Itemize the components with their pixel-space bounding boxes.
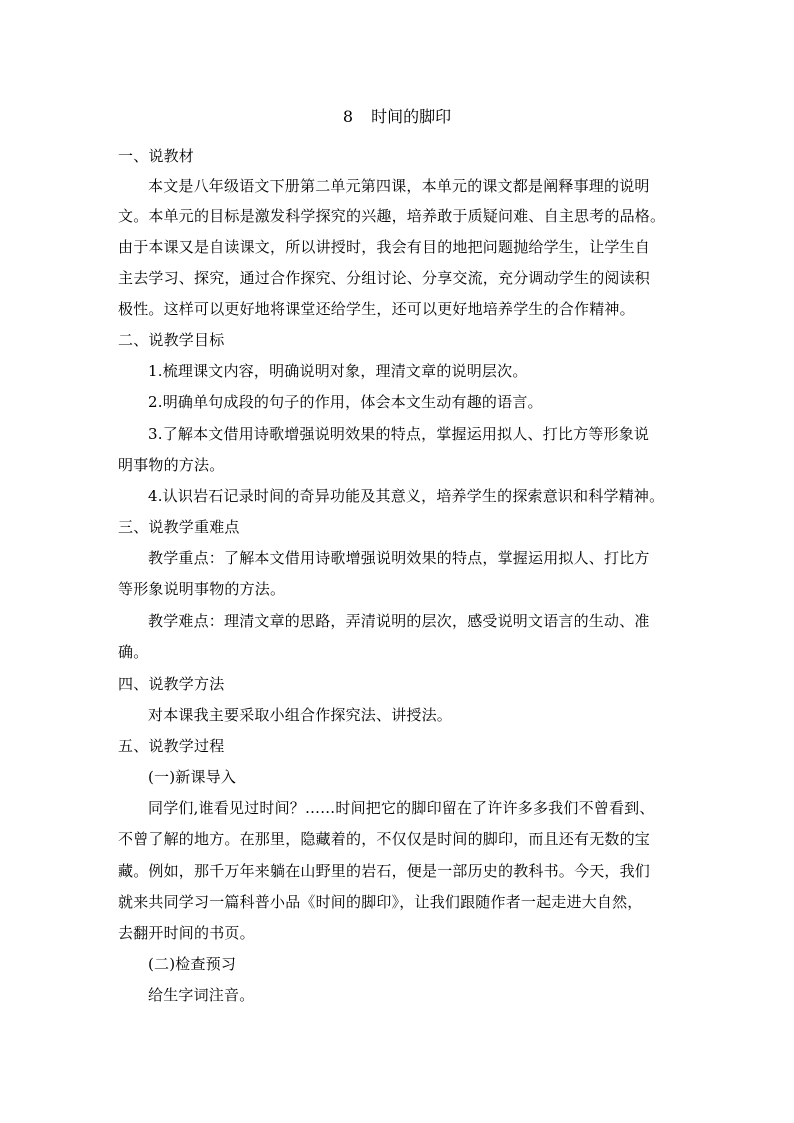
lesson-number: 8 <box>342 107 354 126</box>
paragraph-line: 确。 <box>118 643 149 661</box>
paragraph-line: 由于本课又是自读课文，所以讲授时，我会有目的地把问题抛给学生，让学生自 <box>118 238 651 256</box>
paragraph-line: 教学难点：理清文章的思路，弄清说明的层次，感受说明文语言的生动、准 <box>148 612 650 630</box>
paragraph-line: 藏。例如，那千万年来躺在山野里的岩石，便是一部历史的教科书。今天，我们 <box>118 862 651 880</box>
paragraph-line: 等形象说明事物的方法。 <box>118 580 286 598</box>
paragraph-line: 教学重点：了解本文借用诗歌增强说明效果的特点，掌握运用拟人、打比方 <box>148 549 650 567</box>
section-heading: 四、说教学方法 <box>118 675 225 693</box>
paragraph-line: 极性。这样可以更好地将课堂还给学生，还可以更好地培养学生的合作精神。 <box>118 300 635 318</box>
lesson-title: 时间的脚印 <box>371 107 452 126</box>
paragraph-line: 给生字词注音。 <box>148 986 255 1004</box>
paragraph-line: 不曾了解的地方。在那里，隐藏着的，不仅仅是时间的脚印，而且还有无数的宝 <box>118 830 651 848</box>
goal-item: 4.认识岩石记录时间的奇异功能及其意义，培养学生的探索意识和科学精神。 <box>148 487 665 505</box>
paragraph-line: 同学们,谁看见过时间？……时间把它的脚印留在了许许多多我们不曾看到、 <box>148 799 655 817</box>
section-heading: 三、说教学重难点 <box>118 518 240 536</box>
section-heading: 一、说教材 <box>118 147 195 165</box>
paragraph-line: 本文是八年级语文下册第二单元第四课，本单元的课文都是阐释事理的说明 <box>148 177 650 195</box>
goal-item: 3.了解本文借用诗歌增强说明效果的特点，掌握运用拟人、打比方等形象说 <box>148 425 650 443</box>
subsection-heading: (二)检查预习 <box>148 955 237 973</box>
paragraph-line: 去翻开时间的书页。 <box>118 924 255 942</box>
goal-item-continued: 明事物的方法。 <box>118 456 225 474</box>
paragraph-line: 文。本单元的目标是激发科学探究的兴趣，培养敢于质疑问难、自主思考的品格。 <box>118 207 666 225</box>
paragraph-line: 对本课我主要采取小组合作探究法、讲授法。 <box>148 706 453 724</box>
document-title <box>0 106 794 128</box>
section-heading: 二、说教学目标 <box>118 331 225 349</box>
goal-item: 1.梳理课文内容，明确说明对象，理清文章的说明层次。 <box>148 362 528 380</box>
subsection-heading: (一)新课导入 <box>148 768 237 786</box>
section-heading: 五、说教学过程 <box>118 737 225 755</box>
goal-item: 2.明确单句成段的句子的作用，体会本文生动有趣的语言。 <box>148 393 543 411</box>
paragraph-line: 就来共同学习一篇科普小品《时间的脚印》，让我们跟随作者一起走进大自然， <box>118 893 643 911</box>
paragraph-line: 主去学习、探究，通过合作探究、分组讨论、分享交流，充分调动学生的阅读积 <box>118 269 651 287</box>
